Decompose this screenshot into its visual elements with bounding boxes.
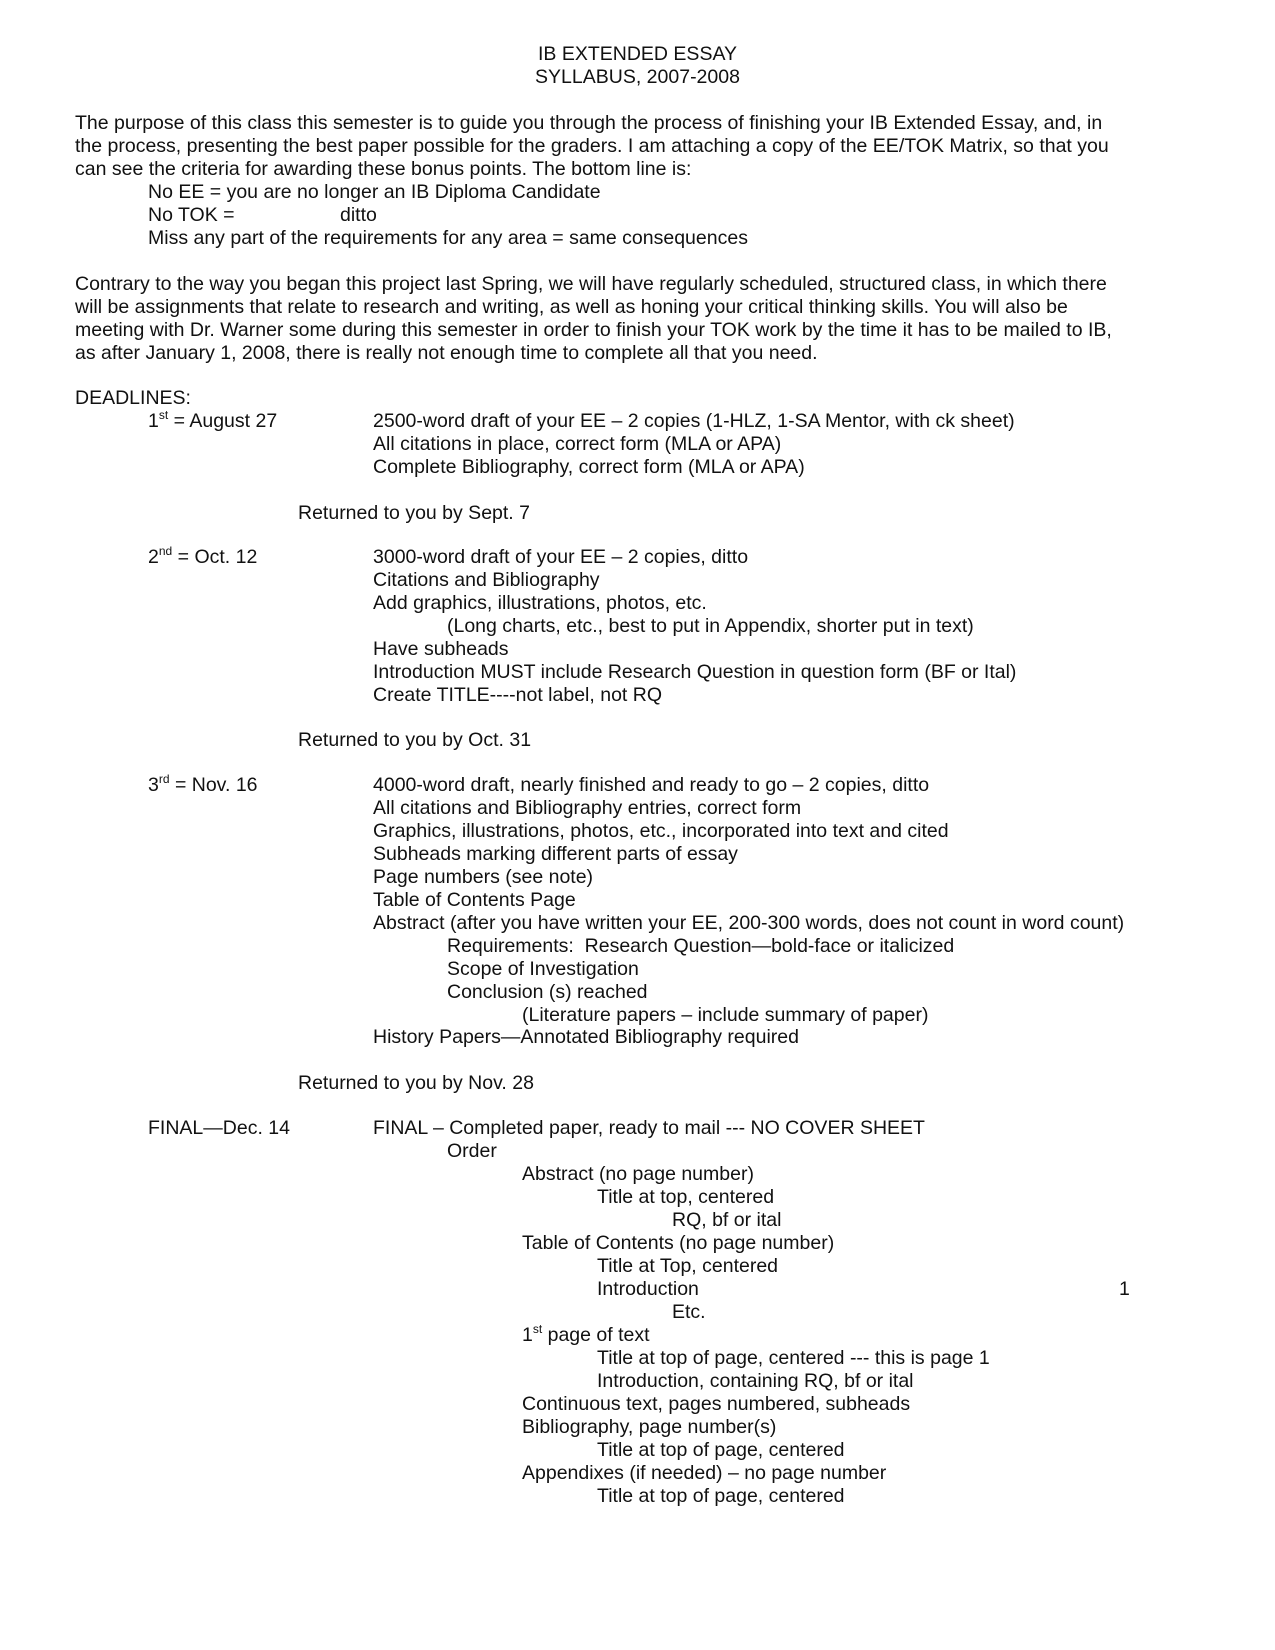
document-subtitle: SYLLABUS, 2007-2008	[535, 66, 740, 88]
deadline-1-date	[148, 407, 278, 433]
deadline-1-date-text: = August 27	[168, 410, 278, 432]
intro-paragraph	[75, 112, 1205, 181]
deadline-2-date-text: = Oct. 12	[172, 546, 258, 568]
final-item: Title at top of page, centered --- this is page 1	[597, 1347, 990, 1369]
contrary-line: Contrary to the way you began this project last Spring, we will have regularly scheduled, structured class, in which there	[75, 273, 1107, 295]
contrary-line: will be assignments that relate to research and writing, as well as honing your critical thinking skills. You will also be	[75, 296, 1068, 318]
deadline-1-item: All citations in place, correct form (MLA or APA)	[373, 433, 782, 455]
contrary-paragraph	[75, 273, 1205, 365]
deadline-2-item: Introduction MUST include Research Question in question form (BF or Ital)	[373, 661, 1017, 683]
deadline-3-item: Conclusion (s) reached	[447, 981, 648, 1003]
consequence-no-ee: No EE = you are no longer an IB Diploma Candidate	[148, 181, 601, 203]
final-deadline-date: FINAL—Dec. 14	[148, 1117, 290, 1139]
final-item: Appendixes (if needed) – no page number	[522, 1462, 887, 1484]
final-item: Abstract (no page number)	[522, 1163, 754, 1185]
final-item: Order	[447, 1140, 497, 1162]
deadline-3-item: (Literature papers – include summary of paper)	[522, 1004, 929, 1026]
deadline-3-date	[148, 771, 258, 797]
deadline-2-item: Have subheads	[373, 638, 509, 660]
deadline-2-num: 2	[148, 546, 159, 568]
deadline-3-item: Subheads marking different parts of essay	[373, 843, 738, 865]
deadline-3-returned: Returned to you by Nov. 28	[298, 1072, 534, 1094]
intro-line: The purpose of this class this semester is to guide you through the process of finishing your IB Extended Essay, and, in	[75, 112, 1103, 134]
deadline-2-item: Citations and Bibliography	[373, 569, 600, 591]
final-item: Introduction, containing RQ, bf or ital	[597, 1370, 914, 1392]
deadline-3-date-text: = Nov. 16	[169, 774, 258, 796]
final-item: Title at top of page, centered	[597, 1485, 845, 1507]
deadline-3-num: 3	[148, 774, 159, 796]
final-item: FINAL – Completed paper, ready to mail --- NO COVER SHEET	[373, 1117, 925, 1139]
deadline-3-item: History Papers—Annotated Bibliography required	[373, 1026, 799, 1048]
document-title: IB EXTENDED ESSAY	[537, 43, 738, 65]
deadline-3-item: 4000-word draft, nearly finished and ready to go – 2 copies, ditto	[373, 774, 930, 796]
final-item-first-text: page of text	[542, 1324, 650, 1346]
deadline-3-item: Scope of Investigation	[447, 958, 639, 980]
deadline-2-sup: nd	[158, 543, 173, 558]
final-item: Bibliography, page number(s)	[522, 1416, 777, 1438]
deadline-2-returned: Returned to you by Oct. 31	[298, 729, 532, 751]
deadlines-heading: DEADLINES:	[75, 387, 191, 409]
contrary-line: meeting with Dr. Warner some during this semester in order to finish your TOK work by the time it has to be mailed to IB,	[75, 319, 1112, 341]
deadline-1-num: 1	[148, 410, 159, 432]
deadline-2-item: Add graphics, illustrations, photos, etc.	[373, 592, 707, 614]
intro-line: can see the criteria for awarding these bonus points. The bottom line is:	[75, 158, 692, 180]
final-item: RQ, bf or ital	[672, 1209, 782, 1231]
final-item-first-page	[522, 1321, 650, 1347]
deadline-3-item: Table of Contents Page	[373, 889, 576, 911]
final-item: Table of Contents (no page number)	[522, 1232, 835, 1254]
deadline-3-item: All citations and Bibliography entries, correct form	[373, 797, 802, 819]
intro-line: the process, presenting the best paper possible for the graders. I am attaching a copy of the EE/TOK Matrix, so that you	[75, 135, 1109, 157]
deadline-2-date	[148, 543, 258, 569]
final-item-first-num: 1	[522, 1324, 533, 1346]
deadline-3-item: Graphics, illustrations, photos, etc., incorporated into text and cited	[373, 820, 949, 842]
deadline-3-item: Requirements: Research Question—bold-face or italicized	[447, 935, 955, 957]
final-item: Title at Top, centered	[597, 1255, 779, 1277]
consequence-miss-any: Miss any part of the requirements for any area = same consequences	[148, 227, 748, 249]
contrary-line: as after January 1, 2008, there is really not enough time to complete all that you need.	[75, 342, 818, 364]
final-item: Introduction	[597, 1278, 699, 1300]
deadline-2-item: 3000-word draft of your EE – 2 copies, ditto	[373, 546, 749, 568]
deadline-1-sup: st	[158, 407, 169, 422]
deadline-3-item: Page numbers (see note)	[373, 866, 594, 888]
final-item-first-sup: st	[532, 1321, 543, 1336]
final-item-page-number: 1	[1119, 1278, 1130, 1300]
deadline-3-sup: rd	[158, 771, 170, 786]
consequence-no-tok-ditto: ditto	[340, 204, 377, 226]
consequence-no-tok: No TOK =	[148, 204, 235, 226]
final-item: Continuous text, pages numbered, subheads	[522, 1393, 911, 1415]
final-item: Title at top of page, centered	[597, 1439, 845, 1461]
deadline-1-item: 2500-word draft of your EE – 2 copies (1-HLZ, 1-SA Mentor, with ck sheet)	[373, 410, 1015, 432]
final-item: Etc.	[672, 1301, 706, 1323]
deadline-3-item: Abstract (after you have written your EE, 200-300 words, does not count in word count)	[373, 912, 1125, 934]
deadline-2-item: (Long charts, etc., best to put in Appendix, shorter put in text)	[447, 615, 974, 637]
final-item: Title at top, centered	[597, 1186, 775, 1208]
deadline-2-item: Create TITLE----not label, not RQ	[373, 684, 662, 706]
deadline-1-item: Complete Bibliography, correct form (MLA or APA)	[373, 456, 805, 478]
deadline-1-returned: Returned to you by Sept. 7	[298, 502, 530, 524]
